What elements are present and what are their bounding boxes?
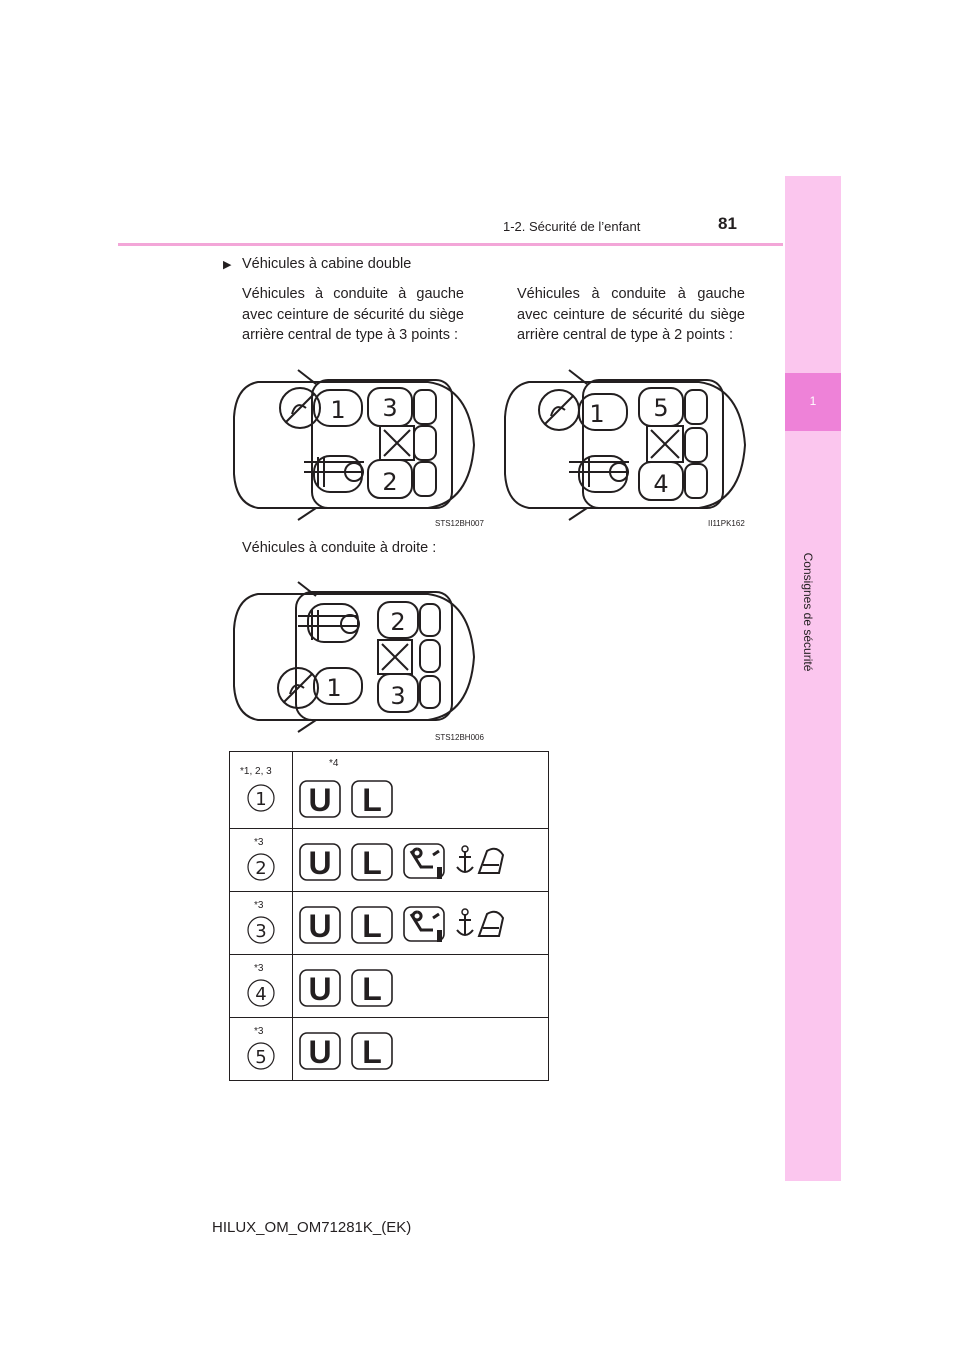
seat-number: 3	[390, 682, 406, 710]
position-note: *3	[254, 837, 264, 848]
svg-text:U: U	[308, 908, 332, 944]
table-row	[230, 829, 549, 892]
seat-symbol-l	[351, 843, 393, 881]
seat-symbol-u	[299, 843, 341, 881]
symbols-cell	[293, 752, 549, 829]
position-badge	[247, 916, 275, 944]
position-badge	[247, 979, 275, 1007]
position-cell	[230, 955, 293, 1018]
table-row	[230, 1018, 549, 1081]
symbols-cell	[293, 1018, 549, 1081]
paragraph-lhd-2point: Véhicules à conduite à gauche avec ceinture de sécurité du siège arrière central de type à 2 points :	[517, 286, 745, 343]
svg-text:L: L	[362, 1034, 382, 1070]
svg-text:1: 1	[255, 789, 267, 810]
seat-number: 5	[653, 394, 669, 422]
child-seat-isofix-icon	[403, 904, 445, 944]
symbols-cell	[293, 955, 549, 1018]
seat-symbol-l	[351, 906, 393, 944]
figure-code: STS12BH006	[435, 733, 484, 742]
vehicle-diagram-lhd-2point	[499, 362, 751, 528]
seat-number: 4	[653, 470, 669, 498]
svg-text:3: 3	[255, 921, 267, 942]
seat-symbol-u	[299, 906, 341, 944]
figure-code: II11PK162	[708, 519, 745, 528]
seat-number: 1	[589, 400, 605, 428]
position-badge	[247, 1042, 275, 1070]
svg-text:L: L	[362, 782, 382, 818]
position-badge	[247, 784, 275, 812]
chapter-label: Consignes de sécurité	[801, 552, 815, 672]
svg-text:L: L	[362, 971, 382, 1007]
seat-number: 3	[382, 394, 398, 422]
table-row	[230, 955, 549, 1018]
svg-text:5: 5	[255, 1047, 267, 1068]
side-tab	[785, 176, 841, 1181]
seat-symbol-l	[351, 969, 393, 1007]
section-heading: Véhicules à cabine double	[242, 256, 412, 272]
position-cell	[230, 829, 293, 892]
top-tether-anchor-icon	[451, 839, 509, 881]
svg-text:U: U	[308, 845, 332, 881]
position-badge	[247, 853, 275, 881]
symbols-note: *4	[329, 758, 339, 769]
svg-text:U: U	[308, 1034, 332, 1070]
position-note: *3	[254, 900, 264, 911]
seat-symbol-u	[299, 969, 341, 1007]
document-code: HILUX_OM_OM71281K_(EK)	[212, 1219, 412, 1236]
position-note: *3	[254, 963, 264, 974]
seat-symbol-l	[351, 780, 393, 818]
figure-code: STS12BH007	[435, 519, 484, 528]
vehicle-diagram-lhd-3point	[228, 362, 480, 528]
seat-symbol-u	[299, 1032, 341, 1070]
seat-number: 2	[382, 468, 398, 496]
table-row	[230, 752, 549, 829]
table-row	[230, 892, 549, 955]
seat-symbol-l	[351, 1032, 393, 1070]
seat-number: 2	[390, 608, 406, 636]
svg-text:4: 4	[255, 984, 267, 1005]
svg-text:L: L	[362, 908, 382, 944]
seat-number: 1	[330, 396, 346, 424]
seat-symbol-u	[299, 780, 341, 818]
symbols-cell	[293, 892, 549, 955]
paragraph-rhd: Véhicules à conduite à droite :	[242, 540, 437, 556]
chapter-number: 1	[809, 394, 817, 408]
paragraph-lhd-3point: Véhicules à conduite à gauche avec ceinture de sécurité du siège arrière central de type à 3 points :	[242, 286, 464, 343]
position-note: *3	[254, 1026, 264, 1037]
top-tether-anchor-icon	[451, 902, 509, 944]
seat-number: 1	[326, 674, 342, 702]
position-cell	[230, 752, 293, 829]
svg-text:L: L	[362, 845, 382, 881]
position-cell	[230, 1018, 293, 1081]
child-seat-isofix-icon	[403, 841, 445, 881]
bullet-icon: ▶	[223, 259, 232, 271]
svg-text:U: U	[308, 971, 332, 1007]
symbols-cell	[293, 829, 549, 892]
page-number: 81	[718, 214, 737, 233]
svg-text:2: 2	[255, 858, 267, 879]
section-title: 1-2. Sécurité de l’enfant	[503, 219, 641, 234]
position-cell	[230, 892, 293, 955]
header-rule	[118, 243, 783, 246]
svg-text:U: U	[308, 782, 332, 818]
position-note: *1, 2, 3	[240, 766, 272, 777]
vehicle-diagram-rhd	[228, 574, 480, 740]
seat-suitability-table	[229, 751, 549, 1081]
